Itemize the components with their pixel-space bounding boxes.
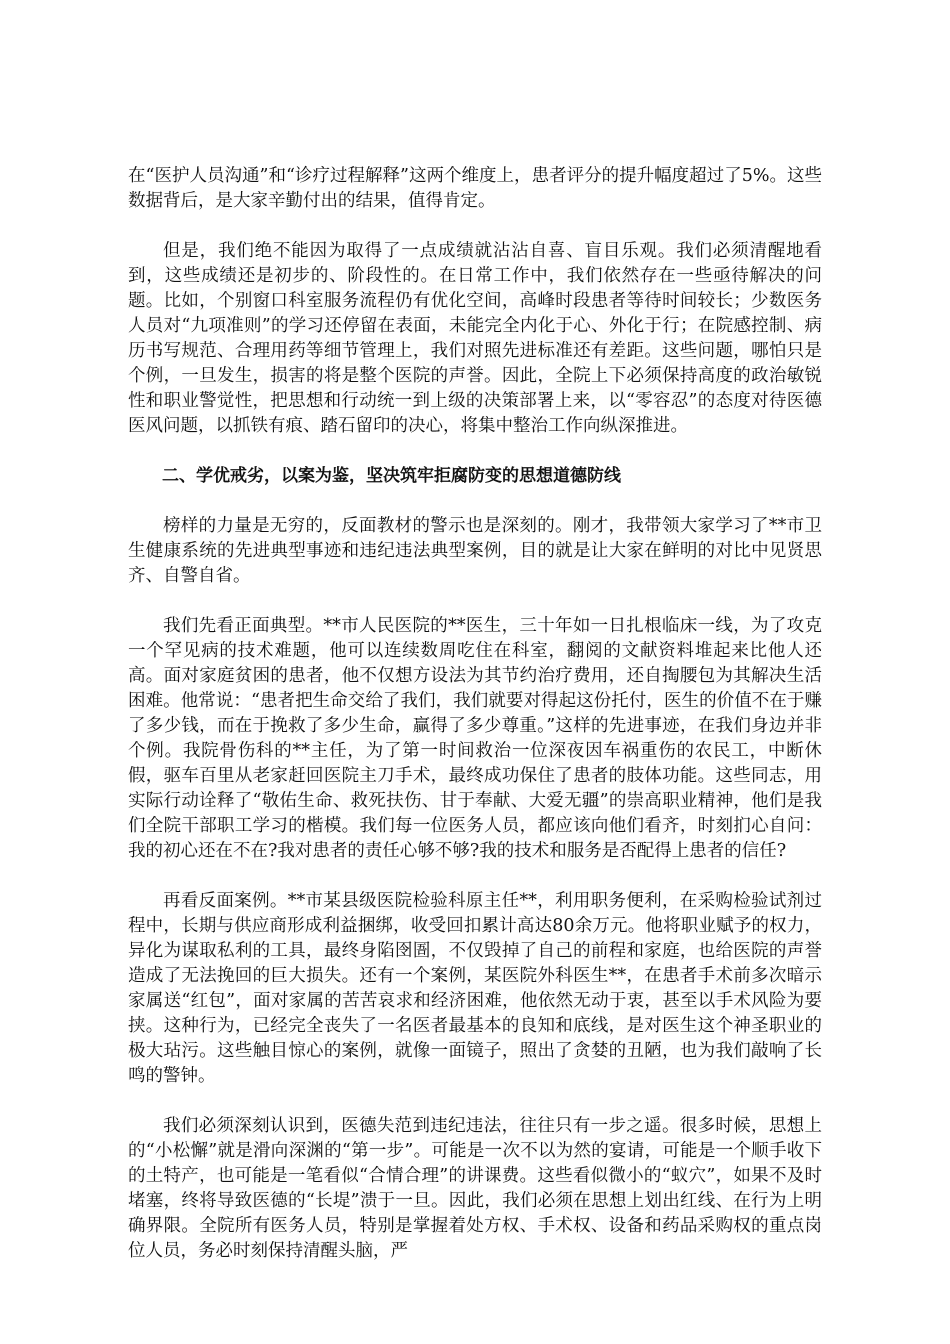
section-heading: 二、学优戒劣，以案为鉴，坚决筑牢拒腐防变的思想道德防线 xyxy=(162,466,621,486)
document-body xyxy=(128,164,822,1289)
paragraph-1: 在“医护人员沟通”和“诊疗过程解释”这两个维度上，患者评分的提升幅度超过了5%。这些数据背后，是大家辛勤付出的结果，值得肯定。 xyxy=(128,166,822,211)
paragraph-4: 我们先看正面典型。**市人民医院的**医生，三十年如一日扎根临床一线，为了攻克一个罕见病的技术难题，他可以连续数周吃住在科室，翻阅的文献资料堆起来比他人还高。面对家庭贫困的患者，他不仅想方设法为其节约治疗费用，还自掏腰包为其解决生活困难。他常说：“患者把生命交给了我们，我们就要对得起这份托付，医生的价值不在于赚了多少钱，而在于挽救了多少生命，赢得了多少尊重。”这样的先进事迹，在我们身边并非个例。我院骨伤科的**主任，为了第一时间救治一位深夜因车祸重伤的农民工，中断休假，驱车百里从老家赶回医院主刀手术，最终成功保住了患者的肢体功能。这些同志，用实际行动诠释了“敬佑生命、救死扶伤、甘于奉献、大爱无疆”的崇高职业精神，他们是我们全院干部职工学习的楷模。我们每一位医务人员，都应该向他们看齐，时刻扪心自问：我的初心还在不在?我对患者的责任心够不够?我的技术和服务是否配得上患者的信任? xyxy=(128,616,822,861)
paragraph-2: 但是，我们绝不能因为取得了一点成绩就沾沾自喜、盲目乐观。我们必须清醒地看到，这些成绩还是初步的、阶段性的。在日常工作中，我们依然存在一些亟待解决的问题。比如，个别窗口科室服务流程仍有优化空间，高峰时段患者等待时间较长；少数医务人员对“九项准则”的学习还停留在表面，未能完全内化于心、外化于行；在院感控制、病历书写规范、合理用药等细节管理上，我们对照先进标准还有差距。这些问题，哪怕只是个例，一旦发生，损害的将是整个医院的声誉。因此，全院上下必须保持高度的政治敏锐性和职业警觉性，把思想和行动统一到上级的决策部署上来，以“零容忍”的态度对待医德医风问题，以抓铁有痕、踏石留印的决心，将集中整治工作向纵深推进。 xyxy=(128,241,822,436)
paragraph-6: 我们必须深刻认识到，医德失范到违纪违法，往往只有一步之遥。很多时候，思想上的“小松懈”就是滑向深渊的“第一步”。可能是一次不以为然的宴请，可能是一个顺手收下的土特产，也可能是一笔看似“合情合理”的讲课费。这些看似微小的“蚁穴”，如果不及时堵塞，终将导致医德的“长堤”溃于一旦。因此，我们必须在思想上划出红线、在行为上明确界限。全院所有医务人员，特别是掌握着处方权、手术权、设备和药品采购权的重点岗位人员，务必时刻保持清醒头脑，严 xyxy=(128,1116,822,1261)
paragraph-3: 榜样的力量是无穷的，反面教材的警示也是深刻的。刚才，我带领大家学习了**市卫生健康系统的先进典型事迹和违纪违法典型案例，目的就是让大家在鲜明的对比中见贤思齐、自警自省。 xyxy=(128,516,822,586)
paragraph-5: 再看反面案例。**市某县级医院检验科原主任**，利用职务便利，在采购检验试剂过程中，长期与供应商形成利益捆绑，收受回扣累计高达80余万元。他将职业赋予的权力，异化为谋取私利的工具，最终身陷囹圄，不仅毁掉了自己的前程和家庭，也给医院的声誉造成了无法挽回的巨大损失。还有一个案例，某医院外科医生**，在患者手术前多次暗示家属送“红包”，面对家属的苦苦哀求和经济困难，他依然无动于衷，甚至以手术风险为要挟。这种行为，已经完全丧失了一名医者最基本的良知和底线，是对医生这个神圣职业的极大玷污。这些触目惊心的案例，就像一面镜子，照出了贪婪的丑陋，也为我们敲响了长鸣的警钟。 xyxy=(128,891,822,1086)
